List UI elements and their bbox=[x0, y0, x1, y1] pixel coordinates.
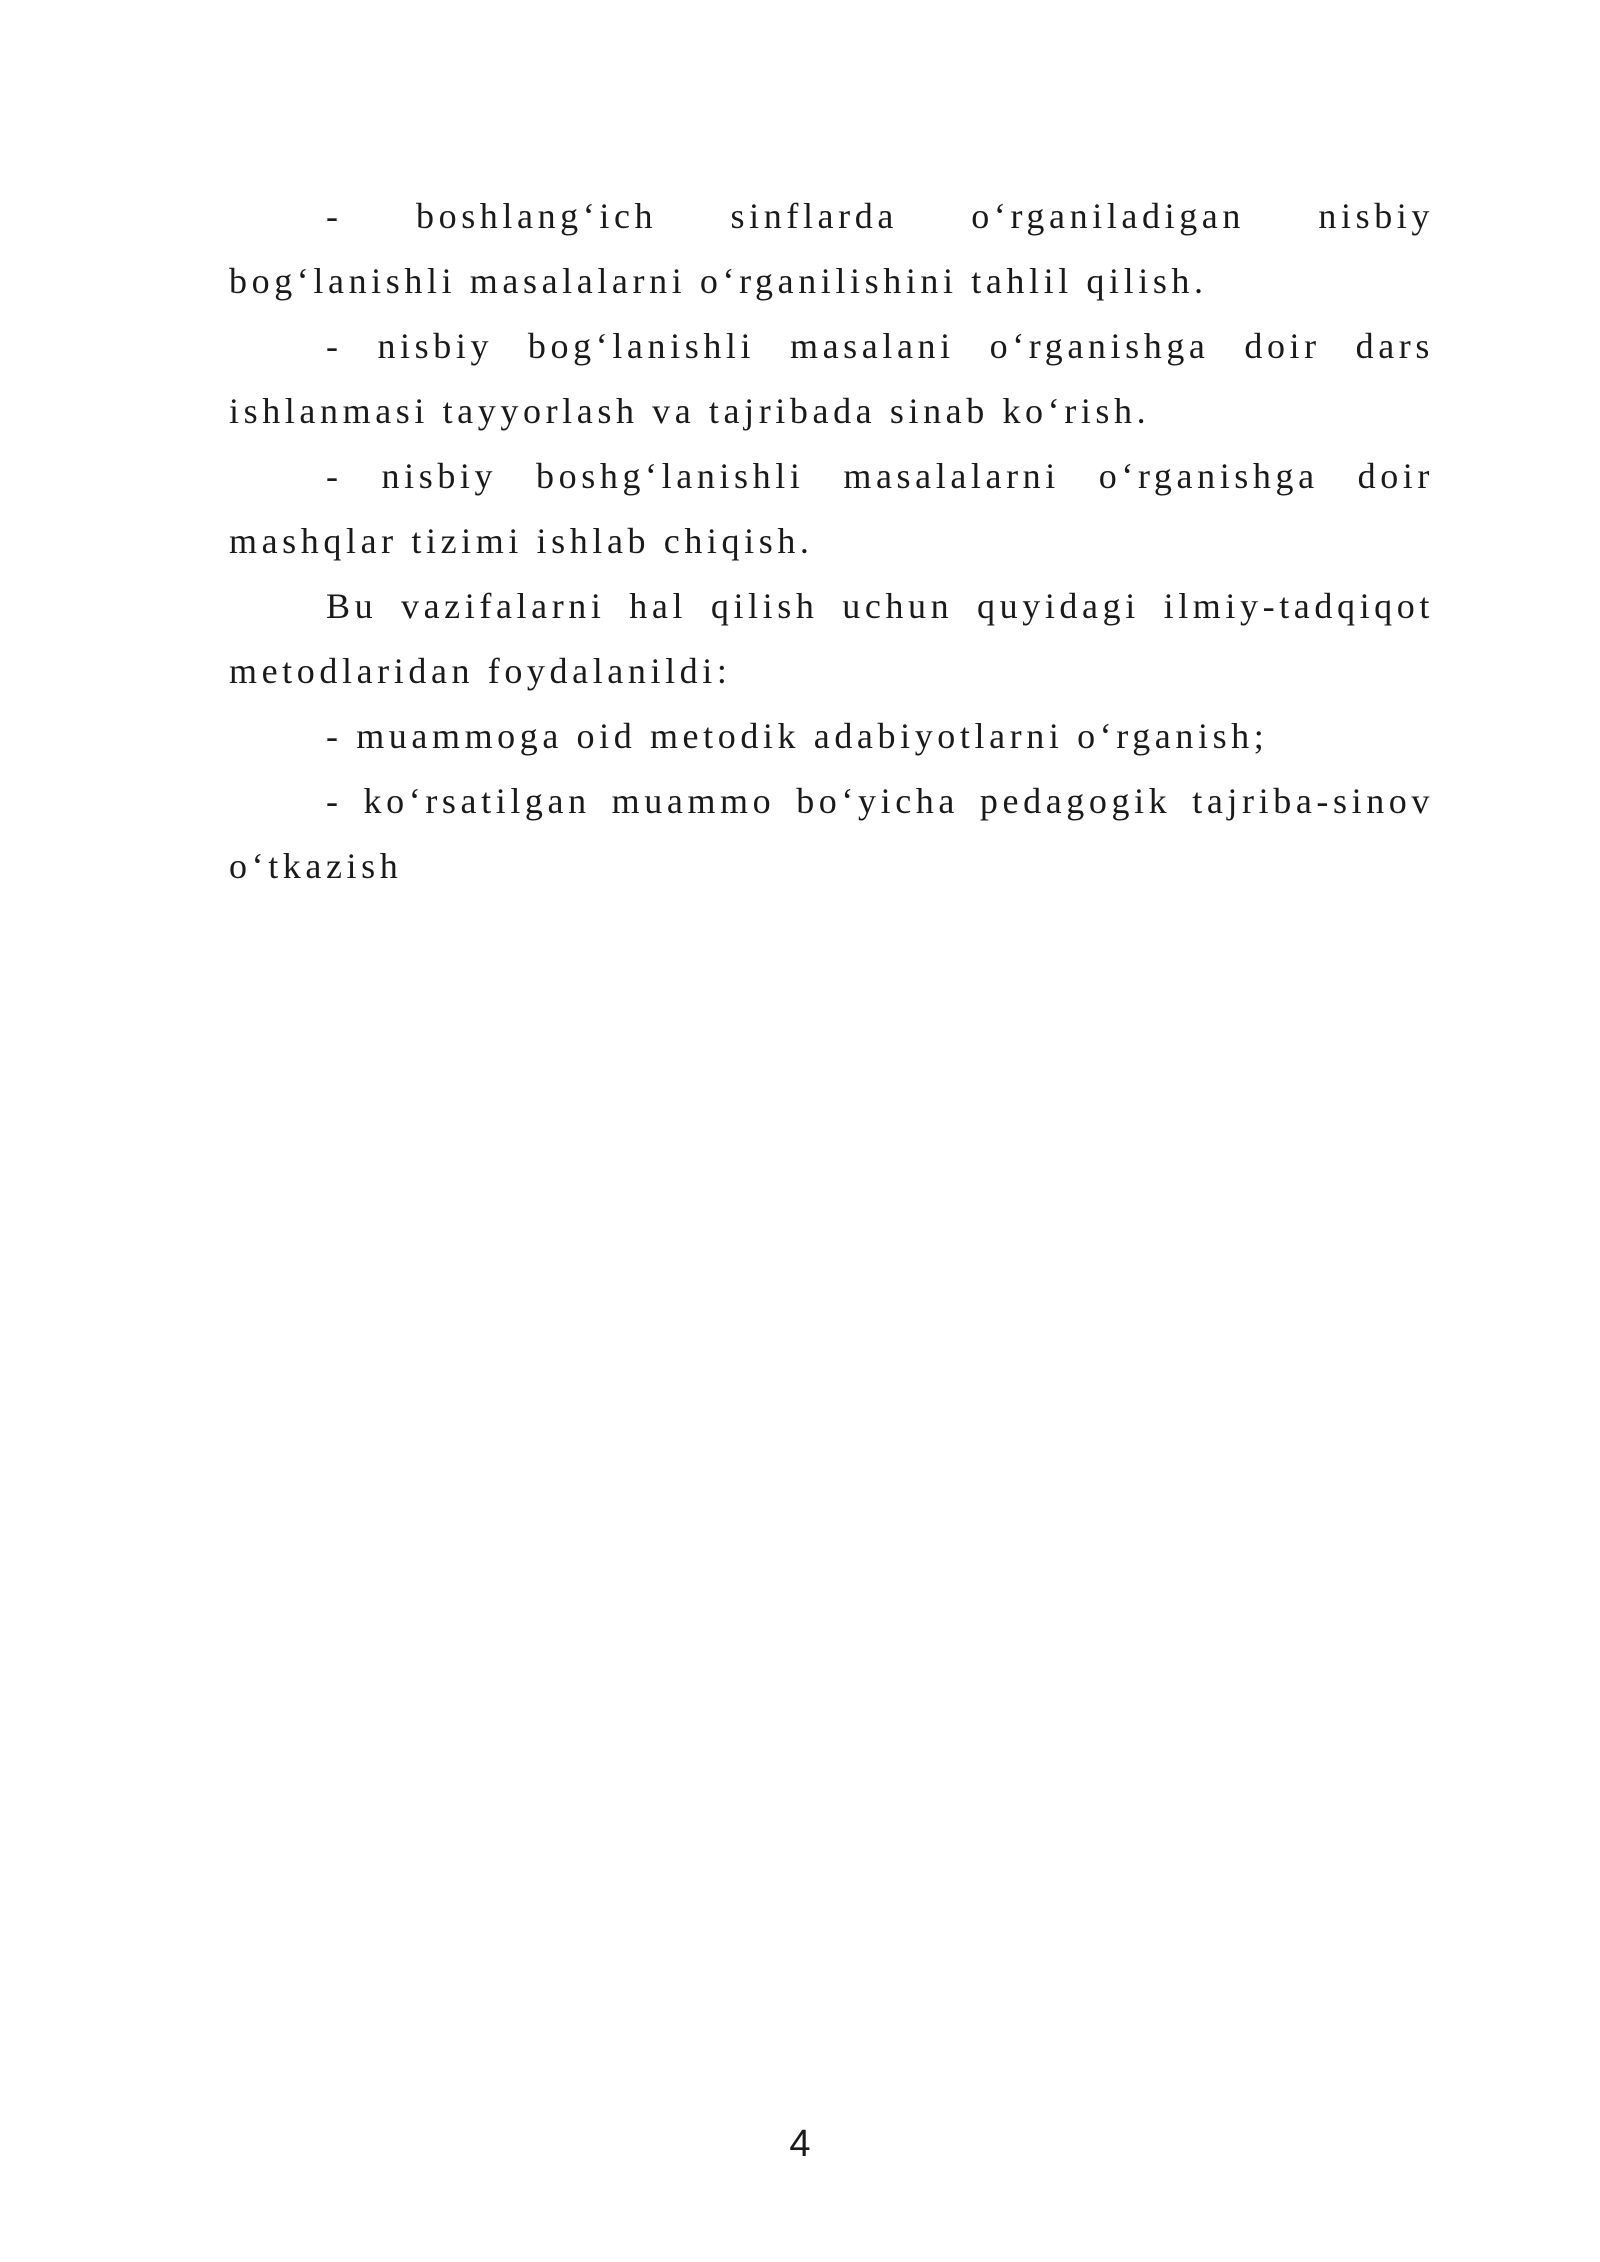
paragraph-methods-intro: Bu vazifalarni hal qilish uchun quyidagi ilmiy-tadqiqot metodlaridan foydalanildi: bbox=[229, 586, 1434, 691]
page-number: 4 bbox=[789, 2123, 811, 2165]
paragraph-task-exercise-system: - nisbiy boshg‘lanishli masalalarni o‘rganishga doir mashqlar tizimi ishlab chiqish. bbox=[229, 456, 1434, 561]
paragraph-method-literature: - muammoga oid metodik adabiyotlarni o‘rganish; bbox=[326, 716, 1269, 756]
paragraph-task-analysis: - boshlang‘ich sinflarda o‘rganiladigan nisbiy bog‘lanishli masalalarni o‘rganilishini tahlil qilish. bbox=[229, 196, 1434, 301]
paragraph-method-experiment: - ko‘rsatilgan muammo bo‘yicha pedagogik tajriba-sinov o‘tkazish bbox=[229, 781, 1434, 886]
paragraph-task-lesson-plan: - nisbiy bog‘lanishli masalani o‘rganishga doir dars ishlanmasi tayyorlash va tajribada sinab ko‘rish. bbox=[229, 326, 1434, 431]
body-text bbox=[229, 184, 1434, 899]
